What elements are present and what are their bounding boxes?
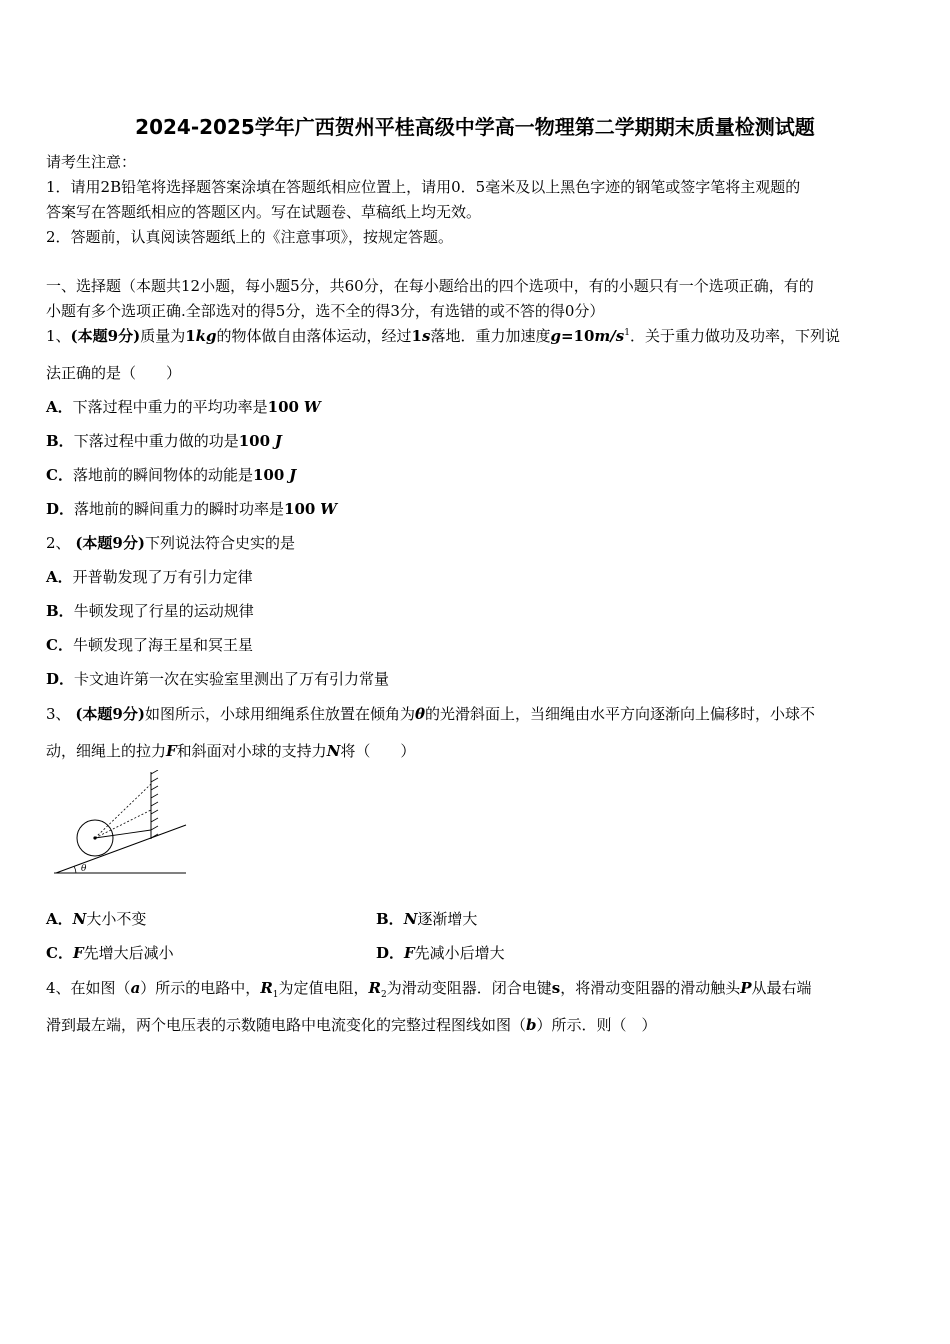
question-number: 3、 bbox=[46, 705, 71, 723]
option-variable: N bbox=[403, 910, 418, 928]
notice-line-1b: 答案写在答题纸相应的答题区内。写在试题卷、草稿纸上均无效。 bbox=[46, 203, 482, 221]
question-score: (本题9分) bbox=[75, 705, 145, 723]
resistor-r1-subscript: 1 bbox=[272, 990, 279, 1000]
question-text: ）所示的电路中， bbox=[140, 979, 261, 997]
figure-ref-a: a bbox=[130, 979, 141, 997]
gravity-symbol: g bbox=[550, 327, 561, 345]
option-label: A． bbox=[46, 398, 73, 416]
question-score: (本题9分) bbox=[70, 327, 141, 345]
question-text: 在如图（ bbox=[70, 979, 131, 997]
resistor-r2-subscript: 2 bbox=[381, 990, 387, 1000]
page-title: 2024-2025学年广西贺州平桂高级中学高一物理第二学期期末质量检测试题 bbox=[135, 115, 815, 139]
wall-hatching bbox=[151, 770, 158, 838]
option-text: 逐渐增大 bbox=[417, 910, 478, 928]
option-value: 100 bbox=[267, 398, 299, 416]
option-label: B． bbox=[376, 910, 404, 928]
time-value: 1 bbox=[411, 327, 422, 345]
resistor-r1: R bbox=[260, 979, 273, 997]
q1-option-a bbox=[46, 396, 908, 418]
option-label: D． bbox=[46, 500, 75, 518]
option-unit: J bbox=[274, 432, 282, 450]
figure-ref-b: b bbox=[526, 1016, 537, 1034]
notice-line-1a: 1．请用2B铅笔将选择题答案涂填在答题纸相应位置上，请用0．5毫米及以上黑色字迹的钢笔或签字笔将主观题的 bbox=[46, 178, 801, 196]
question-score: (本题9分) bbox=[75, 534, 145, 552]
question-number: 1、 bbox=[46, 327, 71, 345]
question-text: ．关于重力做功及功率，下列说 bbox=[629, 327, 840, 345]
question-4-stem bbox=[46, 977, 908, 999]
slider-symbol: P bbox=[740, 979, 752, 997]
question-1-stem bbox=[46, 325, 908, 347]
option-value: 100 bbox=[252, 466, 285, 484]
q2-option-a bbox=[46, 566, 908, 588]
question-number: 4、 bbox=[46, 979, 71, 997]
question-text: ，将滑动变阻器的滑动触头 bbox=[560, 979, 741, 997]
option-label: B． bbox=[46, 432, 74, 450]
mass-unit: kg bbox=[195, 327, 217, 345]
q1-option-d bbox=[46, 498, 908, 520]
option-label: A． bbox=[46, 568, 73, 586]
option-variable: F bbox=[72, 944, 84, 962]
option-variable: N bbox=[72, 910, 87, 928]
question-text: 和斜面对小球的支持力 bbox=[176, 742, 327, 760]
incline-line bbox=[56, 825, 186, 873]
option-unit: J bbox=[289, 466, 297, 484]
option-text: 大小不变 bbox=[86, 910, 147, 928]
q1-option-b bbox=[46, 430, 908, 452]
option-text: 下落过程中重力的平均功率是 bbox=[72, 398, 268, 416]
question-3-stem bbox=[46, 703, 908, 725]
question-1-stem-2: 法正确的是（ ） bbox=[46, 364, 182, 382]
resistor-r2: R bbox=[368, 979, 381, 997]
question-text: 为定值电阻， bbox=[278, 979, 369, 997]
option-unit: W bbox=[320, 500, 337, 518]
q2-option-b bbox=[46, 600, 908, 622]
question-text: 滑到最左端，两个电压表的示数随电路中电流变化的完整过程图线如图（ bbox=[46, 1016, 527, 1034]
notice-heading: 请考生注意： bbox=[46, 153, 137, 171]
option-label: C． bbox=[46, 466, 73, 484]
incline-ball-diagram bbox=[50, 770, 190, 880]
angle-arc bbox=[74, 866, 76, 873]
question-text: 为滑动变阻器．闭合电键 bbox=[386, 979, 552, 997]
option-text: 卡文迪许第一次在实验室里测出了万有引力常量 bbox=[74, 670, 390, 688]
question-4-stem-2 bbox=[46, 1014, 908, 1036]
question-2-stem bbox=[46, 532, 908, 554]
force-symbol: F bbox=[166, 742, 177, 760]
option-label: C． bbox=[46, 944, 73, 962]
string-dashed-2 bbox=[95, 784, 151, 838]
option-variable: F bbox=[404, 944, 415, 962]
normal-force-symbol: N bbox=[326, 742, 341, 760]
angle-symbol: θ bbox=[414, 705, 425, 723]
option-label: A． bbox=[46, 910, 73, 928]
option-label: C． bbox=[46, 636, 73, 654]
q3-option-b bbox=[376, 908, 896, 930]
option-text: 先增大后减小 bbox=[83, 944, 174, 962]
question-3-stem-2 bbox=[46, 740, 908, 762]
gravity-unit-exponent: 1 bbox=[624, 328, 630, 338]
switch-symbol: s bbox=[551, 979, 561, 997]
notice-line-2: 2．答题前，认真阅读答题纸上的《注意事项》，按规定答题。 bbox=[46, 228, 454, 246]
question-text: 的光滑斜面上，当细绳由水平方向逐渐向上偏移时，小球不 bbox=[425, 705, 816, 723]
q3-option-d bbox=[376, 942, 896, 964]
option-label: D． bbox=[46, 670, 75, 688]
option-value: 100 bbox=[284, 500, 316, 518]
gravity-value: =10 bbox=[560, 327, 595, 345]
option-text: 先减小后增大 bbox=[414, 944, 505, 962]
q1-option-c bbox=[46, 464, 908, 486]
option-value: 100 bbox=[238, 432, 271, 450]
option-text: 下落过程中重力做的功是 bbox=[73, 432, 239, 450]
question-text: 动，细绳上的拉力 bbox=[46, 742, 167, 760]
gravity-unit: m/s bbox=[594, 327, 625, 345]
section-instructions-2: 小题有多个选项正确.全部选对的得5分，选不全的得3分，有选错的或不答的得0分） bbox=[46, 302, 605, 320]
section-instructions-1: 一、选择题（本题共12小题，每小题5分，共60分，在每小题给出的四个选项中，有的小题只有一个选项正确，有的 bbox=[46, 277, 814, 295]
option-text: 开普勒发现了万有引力定律 bbox=[72, 568, 253, 586]
question-text: 落地．重力加速度 bbox=[430, 327, 551, 345]
angle-label: θ bbox=[81, 864, 87, 874]
mass-value: 1 bbox=[185, 327, 196, 345]
question-text: 的物体做自由落体运动，经过 bbox=[216, 327, 412, 345]
question-text: 将（ ） bbox=[340, 742, 416, 760]
option-unit: W bbox=[303, 398, 321, 416]
q2-option-c bbox=[46, 634, 908, 656]
question-text: 从最右端 bbox=[751, 979, 812, 997]
question-text: 下列说法符合史实的是 bbox=[144, 534, 295, 552]
option-label: B． bbox=[46, 602, 74, 620]
question-text: 如图所示，小球用细绳系住放置在倾角为 bbox=[144, 705, 415, 723]
option-text: 牛顿发现了行星的运动规律 bbox=[73, 602, 254, 620]
question-text: ）所示．则（ ） bbox=[536, 1016, 657, 1034]
option-label: D． bbox=[376, 944, 405, 962]
question-text: 质量为 bbox=[140, 327, 186, 345]
option-text: 落地前的瞬间物体的动能是 bbox=[72, 466, 253, 484]
q2-option-d bbox=[46, 668, 908, 690]
question-number: 2、 bbox=[46, 534, 71, 552]
time-unit: s bbox=[421, 327, 431, 345]
option-text: 牛顿发现了海王星和冥王星 bbox=[72, 636, 253, 654]
option-text: 落地前的瞬间重力的瞬时功率是 bbox=[74, 500, 285, 518]
